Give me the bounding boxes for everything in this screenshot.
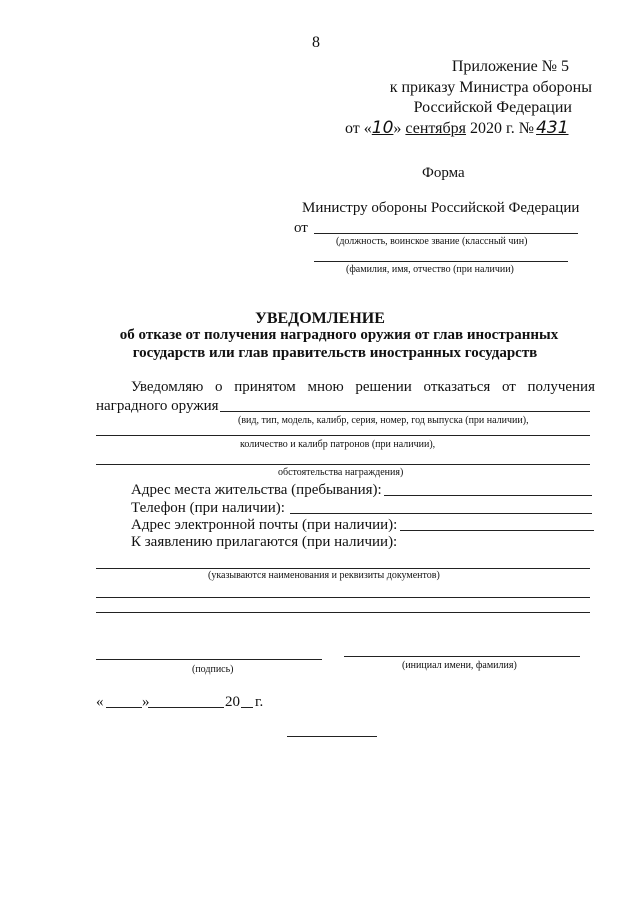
attachments-field-line-2[interactable]: [96, 597, 590, 598]
attachments-field-line-1[interactable]: [96, 568, 590, 569]
name-field-line[interactable]: [314, 261, 568, 262]
order-date-line: [345, 118, 569, 138]
signature-field-line[interactable]: [96, 659, 322, 660]
document-title: УВЕДОМЛЕНИЕ: [255, 310, 385, 327]
appendix-line-2: к приказу Министра обороны: [389, 79, 592, 96]
date-open-quote: «: [96, 694, 104, 710]
date-day-field[interactable]: [106, 707, 142, 708]
signature-caption: (подпись): [192, 664, 234, 675]
signer-name-field-line[interactable]: [344, 656, 580, 657]
weapon-label: наградного оружия: [96, 398, 219, 414]
attachments-field-line-3[interactable]: [96, 612, 590, 613]
attachments-caption: (указываются наименования и реквизиты документов): [208, 570, 440, 581]
weapon-field-line[interactable]: [220, 411, 590, 412]
order-year: 2020 г. №: [470, 120, 535, 137]
email-field-line[interactable]: [400, 530, 594, 531]
order-month: сентября: [405, 120, 467, 137]
date-year-suffix: г.: [255, 694, 264, 710]
addressee-from-label: от: [294, 220, 308, 236]
email-label: Адрес электронной почты (при наличии):: [131, 517, 398, 533]
date-century: 20: [225, 694, 240, 710]
date-year-field[interactable]: [241, 707, 253, 708]
appendix-line-1: Приложение № 5: [451, 58, 569, 75]
order-number: 431: [536, 118, 569, 138]
address-field-line[interactable]: [384, 495, 592, 496]
order-day: 10: [371, 118, 394, 138]
document-subtitle-2: государств или глав правительств иностранных государств: [132, 345, 538, 361]
closing-separator: [287, 736, 377, 737]
weapon-caption: (вид, тип, модель, калибр, серия, номер, год выпуска (при наличии),: [238, 415, 529, 426]
date-month-field[interactable]: [148, 707, 224, 708]
appendix-line-3: Российской Федерации: [413, 99, 572, 116]
name-caption: (фамилия, имя, отчество (при наличии): [346, 264, 514, 275]
circumstances-field-line[interactable]: [96, 464, 590, 465]
document-subtitle-1: об отказе от получения наградного оружия от глав иностранных: [119, 327, 559, 343]
form-label: Форма: [422, 165, 465, 181]
addressee-to: Министру обороны Российской Федерации: [302, 200, 580, 216]
page-number: 8: [312, 34, 320, 51]
position-field-line[interactable]: [314, 233, 578, 234]
order-date-prefix: от «: [345, 120, 372, 137]
signer-name-caption: (инициал имени, фамилия): [402, 660, 517, 671]
ammo-caption: количество и калибр патронов (при наличии),: [240, 439, 436, 450]
ammo-field-line[interactable]: [96, 435, 590, 436]
order-date-mid: »: [393, 120, 402, 137]
phone-field-line[interactable]: [290, 513, 592, 514]
circumstances-caption: обстоятельства награждения): [278, 467, 404, 478]
phone-label: Телефон (при наличии):: [131, 500, 285, 516]
date-close-quote: »: [142, 694, 150, 710]
address-label: Адрес места жительства (пребывания):: [131, 482, 382, 498]
attachments-label: К заявлению прилагаются (при наличии):: [131, 534, 398, 550]
position-caption: (должность, воинское звание (классный чин): [336, 236, 528, 247]
intro-text: Уведомляю о принятом мною решении отказаться от получения: [131, 379, 595, 395]
